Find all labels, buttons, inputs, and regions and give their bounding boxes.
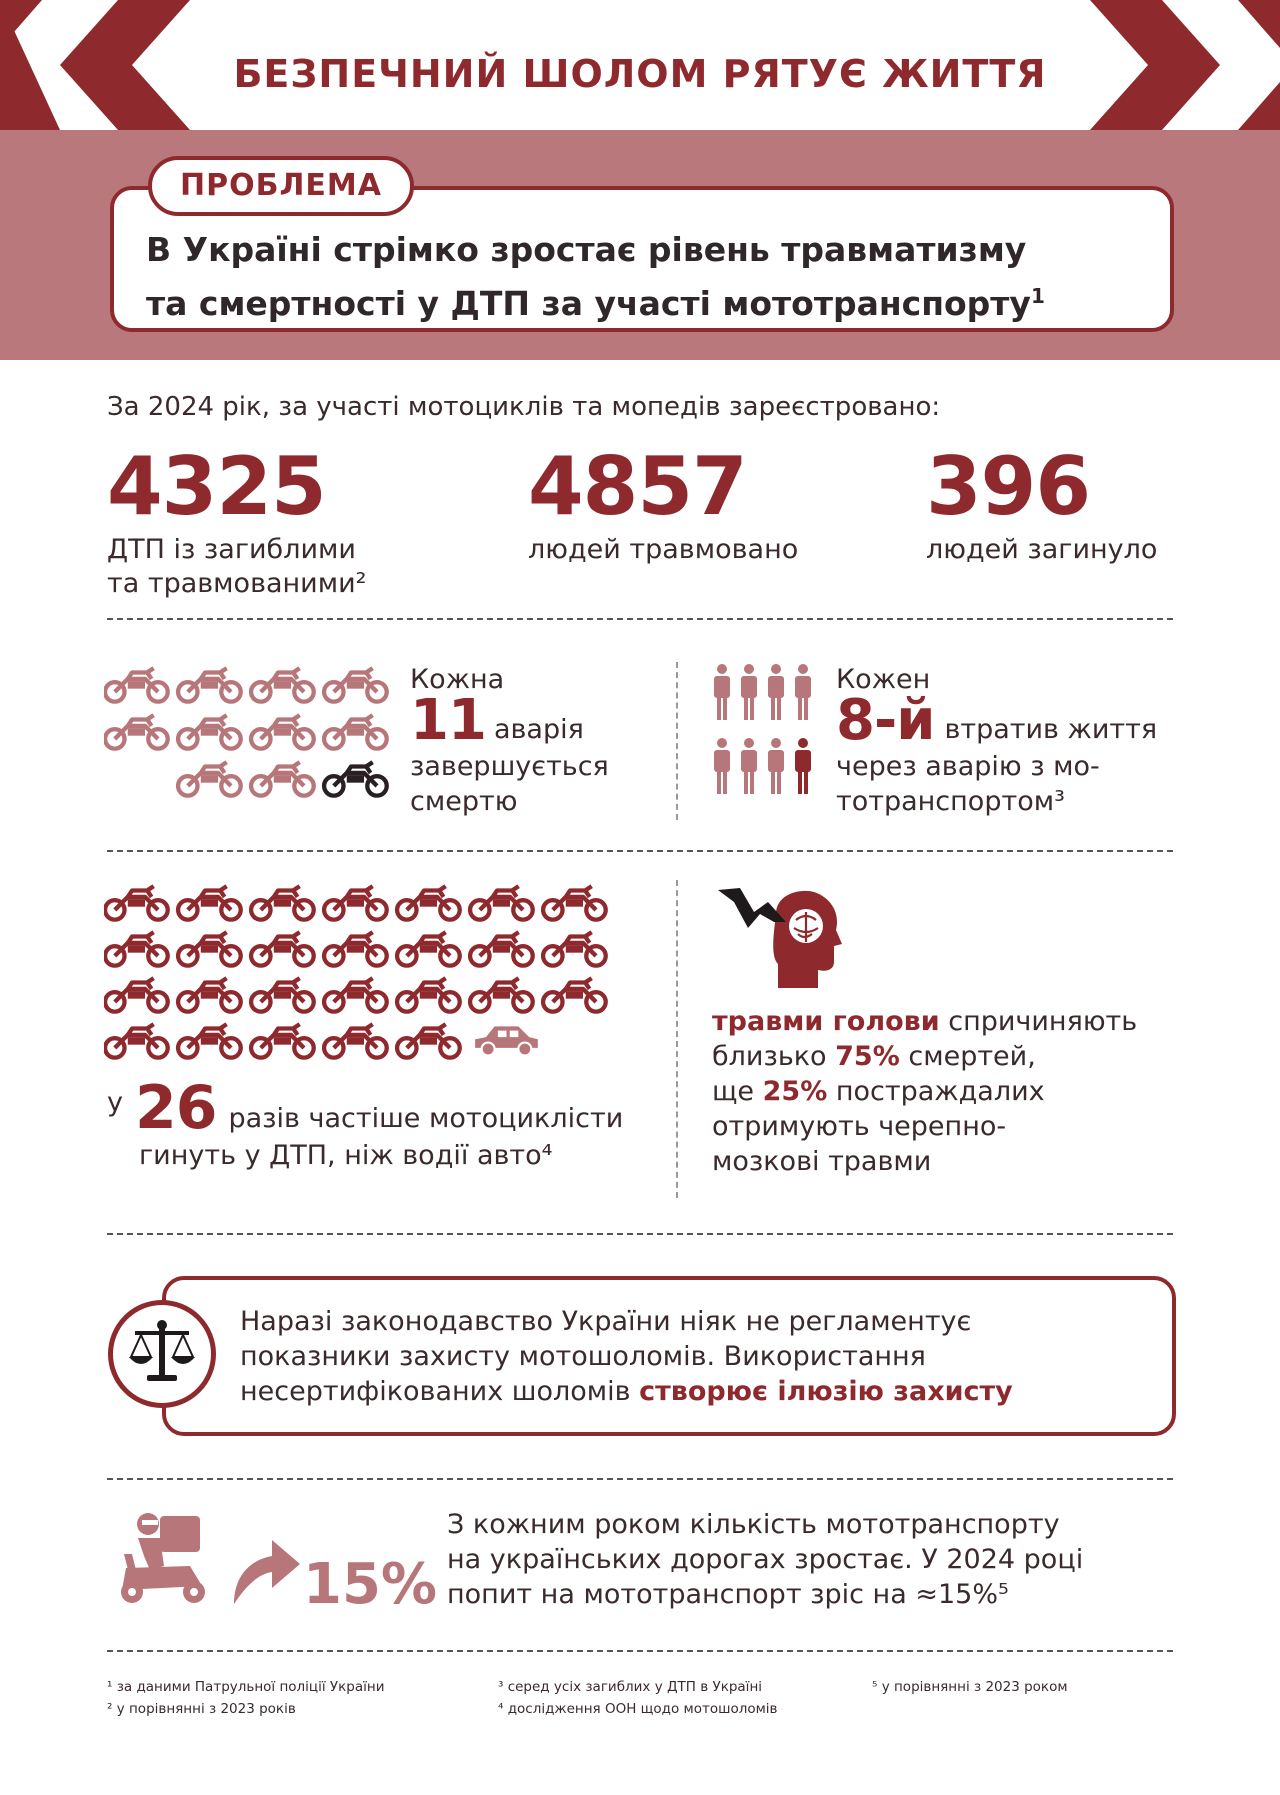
growth-line1: З кожним роком кількість мототранспорту bbox=[447, 1509, 1060, 1540]
motorcycle-icon bbox=[251, 715, 314, 748]
motorcycle-icon bbox=[397, 932, 460, 965]
motorcycle-icon bbox=[251, 762, 314, 795]
divider bbox=[107, 850, 1173, 852]
footnote-ref: 1 bbox=[1030, 284, 1045, 308]
motorcycle-icon bbox=[324, 886, 387, 919]
person-icon bbox=[741, 738, 757, 794]
head-emph-1: травми голови bbox=[712, 1006, 940, 1037]
growth-text bbox=[447, 1507, 1167, 1612]
motorcycle-icon bbox=[178, 668, 241, 701]
motorcycle-icon-grid-26 bbox=[104, 882, 624, 1062]
stat-accidents-label-2: та травмованими² bbox=[107, 568, 367, 599]
arrow-up-icon bbox=[230, 1526, 302, 1606]
divider bbox=[107, 1650, 1173, 1652]
head-emph-25: 25% bbox=[762, 1076, 828, 1107]
person-icon bbox=[714, 738, 730, 794]
stat-accidents bbox=[107, 440, 367, 601]
motorcycle-icon bbox=[324, 762, 387, 795]
times26-text2: гинуть у ДТП, ніж водії авто⁴ bbox=[139, 1140, 553, 1171]
person-icon-grid-8 bbox=[712, 664, 822, 804]
scales-icon bbox=[113, 1305, 211, 1403]
motorcycle-icon bbox=[178, 762, 241, 795]
times26-text bbox=[107, 1073, 667, 1173]
motorcycle-icon bbox=[543, 886, 606, 919]
every11-line4: смертю bbox=[410, 786, 518, 817]
motorcycle-icon bbox=[178, 886, 241, 919]
stat-injured bbox=[528, 440, 799, 567]
motorcycle-icon bbox=[105, 932, 168, 965]
person-icon bbox=[741, 664, 757, 720]
every11-line3: завершується bbox=[410, 751, 609, 782]
footnote-1: ¹ за даними Патрульної поліції України bbox=[107, 1679, 385, 1695]
growth-percent: 15% bbox=[303, 1552, 438, 1617]
motorcycle-icon bbox=[397, 978, 460, 1011]
motorcycle-icon bbox=[178, 932, 241, 965]
motorcycle-icon bbox=[324, 668, 387, 701]
footnote-3: ³ серед усіх загиблих у ДТП в Україні bbox=[498, 1679, 763, 1695]
law-line1: Наразі законодавство України ніяк не регламентує bbox=[240, 1306, 972, 1337]
person-icon bbox=[714, 664, 730, 720]
person-icon bbox=[768, 738, 784, 794]
problem-line-2: та смертності у ДТП за участі мототранспорту$^1$ bbox=[146, 284, 1045, 323]
every8-number: 8-й bbox=[836, 688, 935, 753]
times26-prefix: у bbox=[107, 1087, 123, 1118]
motorcycle-icon-grid-11 bbox=[104, 662, 404, 802]
problem-line-1: В Україні стрімко зростає рівень травматизму bbox=[146, 230, 1027, 269]
motorcycle-icon bbox=[105, 1024, 168, 1057]
motorcycle-icon bbox=[543, 932, 606, 965]
every11-text bbox=[410, 662, 609, 819]
divider-vertical bbox=[676, 662, 678, 820]
motorcycle-icon bbox=[251, 932, 314, 965]
law-emph: створює ілюзію захисту bbox=[639, 1376, 1013, 1407]
stats-intro: За 2024 рік, за участі мотоциклів та мопедів зареєстровано: bbox=[107, 392, 941, 422]
motorcycle-icon bbox=[397, 1024, 460, 1057]
problem-statement bbox=[146, 226, 1146, 327]
motorcycle-icon bbox=[105, 668, 168, 701]
footnote-4: ⁴ дослідження ООН щодо мотошоломів bbox=[498, 1701, 778, 1717]
law-icon-circle bbox=[108, 1300, 216, 1408]
motorcycle-icon bbox=[105, 715, 168, 748]
motorcycle-icon bbox=[397, 886, 460, 919]
every8-word: втратив життя bbox=[944, 714, 1158, 745]
footnotes-col-1 bbox=[107, 1676, 384, 1720]
every8-line4: тотранспортом³ bbox=[836, 786, 1065, 817]
every11-number: 11 bbox=[410, 688, 486, 753]
motorcycle-icon bbox=[324, 978, 387, 1011]
motorcycle-icon bbox=[105, 978, 168, 1011]
motorcycle-icon bbox=[470, 932, 533, 965]
motorcycle-icon bbox=[251, 1024, 314, 1057]
person-icon bbox=[795, 738, 811, 794]
brain-injury-icon bbox=[714, 884, 844, 994]
motorcycle-icon bbox=[105, 886, 168, 919]
every8-line1: Кожен bbox=[836, 664, 931, 695]
stat-injured-label: людей травмовано bbox=[528, 534, 799, 565]
divider bbox=[107, 1478, 1173, 1480]
law-line2: показники захисту мотошоломів. Використання bbox=[240, 1341, 926, 1372]
divider-vertical bbox=[676, 880, 678, 1198]
stat-killed-value: 396 bbox=[926, 440, 1090, 533]
head-emph-75: 75% bbox=[835, 1041, 900, 1072]
stat-accidents-label-1: ДТП із загиблими bbox=[107, 534, 356, 565]
motorcycle-icon bbox=[470, 886, 533, 919]
motorcycle-icon bbox=[324, 715, 387, 748]
every8-line3: через аварію з мо- bbox=[836, 751, 1100, 782]
scooter-rider-icon bbox=[106, 1508, 218, 1608]
motorcycle-icon bbox=[178, 978, 241, 1011]
stat-accidents-value: 4325 bbox=[107, 440, 326, 533]
every11-line1: Кожна bbox=[410, 664, 505, 695]
motorcycle-icon bbox=[324, 932, 387, 965]
motorcycle-icon bbox=[543, 978, 606, 1011]
stat-killed bbox=[926, 440, 1158, 567]
motorcycle-icon bbox=[470, 978, 533, 1011]
footnote-2: ² у порівнянні з 2023 років bbox=[107, 1701, 296, 1717]
head-injury-text: травми голови спричиняють близько 75% смертей, ще 25% постраждалих отримують черепно- мозкові травми bbox=[712, 1006, 1138, 1177]
law-text bbox=[240, 1304, 1140, 1409]
person-icon bbox=[795, 664, 811, 720]
person-icon bbox=[768, 664, 784, 720]
divider bbox=[107, 1233, 1173, 1235]
footnotes-col-2 bbox=[498, 1676, 777, 1720]
motorcycle-icon bbox=[251, 668, 314, 701]
motorcycle-icon bbox=[251, 886, 314, 919]
growth-line3: попит на мототранспорт зріс на ≈15%⁵ bbox=[447, 1579, 1009, 1610]
page-title: БЕЗПЕЧНИЙ ШОЛОМ РЯТУЄ ЖИТТЯ bbox=[233, 52, 1047, 96]
footnotes-col-3 bbox=[872, 1676, 1068, 1698]
every11-word: аварія bbox=[493, 714, 584, 745]
motorcycle-icon bbox=[178, 715, 241, 748]
motorcycle-icon bbox=[178, 1024, 241, 1057]
car-icon bbox=[475, 1026, 538, 1055]
problem-tag: ПРОБЛЕМА bbox=[148, 156, 414, 216]
stat-killed-label: людей загинуло bbox=[926, 534, 1158, 565]
motorcycle-icon bbox=[324, 1024, 387, 1057]
every8-text bbox=[836, 662, 1157, 819]
times26-number: 26 bbox=[134, 1073, 217, 1143]
times26-text1: разів частіше мотоциклісти bbox=[228, 1103, 624, 1134]
growth-line2: на українських дорогах зростає. У 2024 році bbox=[447, 1544, 1084, 1575]
divider bbox=[107, 618, 1173, 620]
motorcycle-icon bbox=[251, 978, 314, 1011]
footnote-5: ⁵ у порівнянні з 2023 роком bbox=[872, 1679, 1068, 1695]
stat-injured-value: 4857 bbox=[528, 440, 747, 533]
law-line3a: несертифікованих шоломів bbox=[240, 1376, 640, 1407]
